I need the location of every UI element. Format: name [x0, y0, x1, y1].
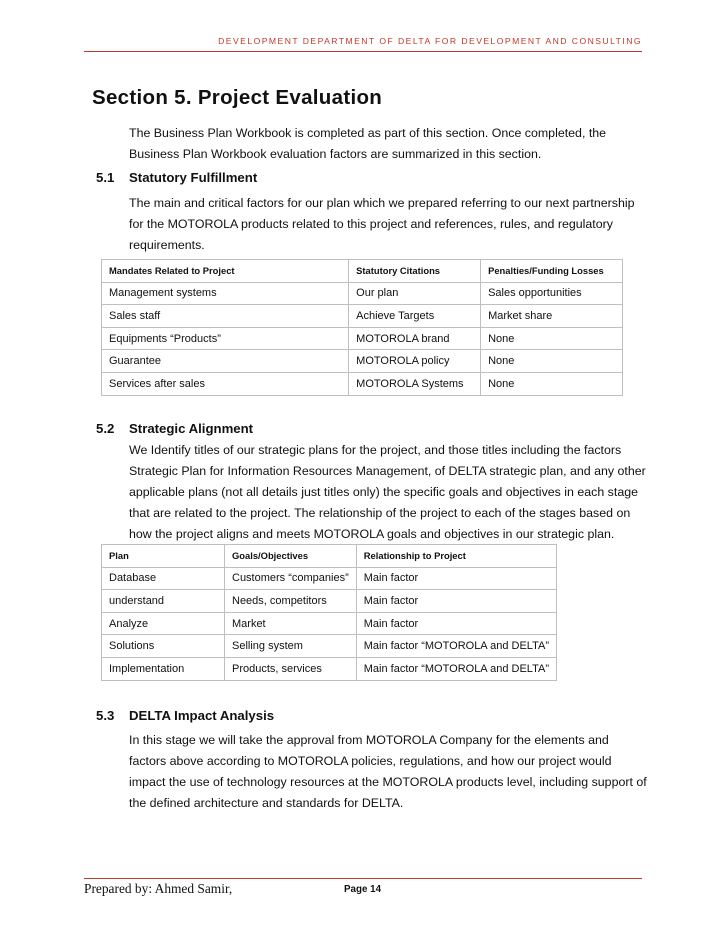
- table-row: [102, 635, 557, 658]
- table-row: [102, 590, 557, 613]
- subsection-5-2-heading: [96, 421, 253, 436]
- header-divider: [84, 51, 642, 52]
- table-cell: Equipments “Products”: [102, 327, 349, 350]
- table-row: [102, 612, 557, 635]
- table-cell: Customers “companies”: [225, 567, 357, 590]
- table-cell: Services after sales: [102, 372, 349, 395]
- section-title: Section 5. Project Evaluation: [92, 86, 383, 109]
- subsection-5-3-body: In this stage we will take the approval from MOTOROLA Company for the elements and factors above according to MOTOROLA policies, regulations, and how our project would impact the use of technology resources at the MOTOROLA products level, including support of the defined architecture and standards for DELTA.: [129, 733, 647, 810]
- subsection-5-1-body: The main and critical factors for our plan which we prepared referring to our next partnership for the MOTOROLA products related to this project and references, rules, and regulatory requirements.: [129, 196, 635, 252]
- table-cell: Sales opportunities: [481, 282, 623, 305]
- table-cell: Database: [102, 567, 225, 590]
- table-cell: None: [481, 327, 623, 350]
- table-cell: Sales staff: [102, 305, 349, 328]
- subsection-number: 5.1: [96, 170, 115, 185]
- table-cell: Main factor: [356, 567, 556, 590]
- table-row: [102, 372, 623, 395]
- table-cell: Analyze: [102, 612, 225, 635]
- subsection-number: 5.2: [96, 421, 115, 436]
- table-cell: Main factor “MOTOROLA and DELTA”: [356, 635, 556, 658]
- footer-prepared-by: Prepared by: Ahmed Samir,: [84, 881, 233, 896]
- table-header-row: [102, 260, 623, 283]
- table-cell: Solutions: [102, 635, 225, 658]
- statutory-table: [101, 259, 623, 396]
- table-cell: None: [481, 350, 623, 373]
- table-cell: Achieve Targets: [349, 305, 481, 328]
- table-row: [102, 327, 623, 350]
- subsection-5-2-body: We Identify titles of our strategic plans for the project, and those titles including the factors Strategic Plan for Information Resources Management, of DELTA strategic plan, and any other applicable plans (not all details just titles only) the specific goals and objectives in each stage that are related to the project. The relationship of the project to each of the stages based on how the project aligns and meets MOTOROLA goals and objectives in our strategic plan.: [129, 443, 646, 541]
- table-cell: understand: [102, 590, 225, 613]
- table-cell: Needs, competitors: [225, 590, 357, 613]
- subsection-title: Strategic Alignment: [129, 421, 254, 436]
- strategic-alignment-table: [101, 544, 557, 681]
- table-cell: Products, services: [225, 657, 357, 680]
- table-cell: Implementation: [102, 657, 225, 680]
- table-row: [102, 282, 623, 305]
- table-cell: Selling system: [225, 635, 357, 658]
- table-header-cell: Penalties/Funding Losses: [481, 260, 623, 283]
- table-cell: Main factor: [356, 612, 556, 635]
- table-header-row: [102, 545, 557, 568]
- footer-page-number: Page 14: [344, 884, 382, 895]
- subsection-title: DELTA Impact Analysis: [129, 708, 275, 723]
- table-row: [102, 350, 623, 373]
- table-cell: MOTOROLA Systems: [349, 372, 481, 395]
- table-cell: Market share: [481, 305, 623, 328]
- table-cell: Main factor “MOTOROLA and DELTA”: [356, 657, 556, 680]
- table-row: [102, 567, 557, 590]
- table-cell: Our plan: [349, 282, 481, 305]
- table-cell: MOTOROLA brand: [349, 327, 481, 350]
- subsection-5-1-heading: [96, 170, 257, 185]
- table-cell: Market: [225, 612, 357, 635]
- header-text: DEVELOPMENT DEPARTMENT OF DELTA FOR DEVELOPMENT AND CONSULTING: [218, 36, 642, 46]
- table-header-cell: Mandates Related to Project: [102, 260, 349, 283]
- table-cell: MOTOROLA policy: [349, 350, 481, 373]
- subsection-5-3-heading: [96, 708, 274, 723]
- table-header-cell: Relationship to Project: [356, 545, 556, 568]
- table-cell: Management systems: [102, 282, 349, 305]
- table-header-cell: Statutory Citations: [349, 260, 481, 283]
- table-header-cell: Plan: [102, 545, 225, 568]
- table-cell: Main factor: [356, 590, 556, 613]
- table-cell: None: [481, 372, 623, 395]
- subsection-title: Statutory Fulfillment: [129, 170, 258, 185]
- table-cell: Guarantee: [102, 350, 349, 373]
- table-row: [102, 305, 623, 328]
- table-row: [102, 657, 557, 680]
- subsection-number: 5.3: [96, 708, 115, 723]
- footer-divider: [84, 878, 642, 879]
- section-intro: The Business Plan Workbook is completed as part of this section. Once completed, the Business Plan Workbook evaluation factors are summarized in this section.: [129, 126, 607, 161]
- table-header-cell: Goals/Objectives: [225, 545, 357, 568]
